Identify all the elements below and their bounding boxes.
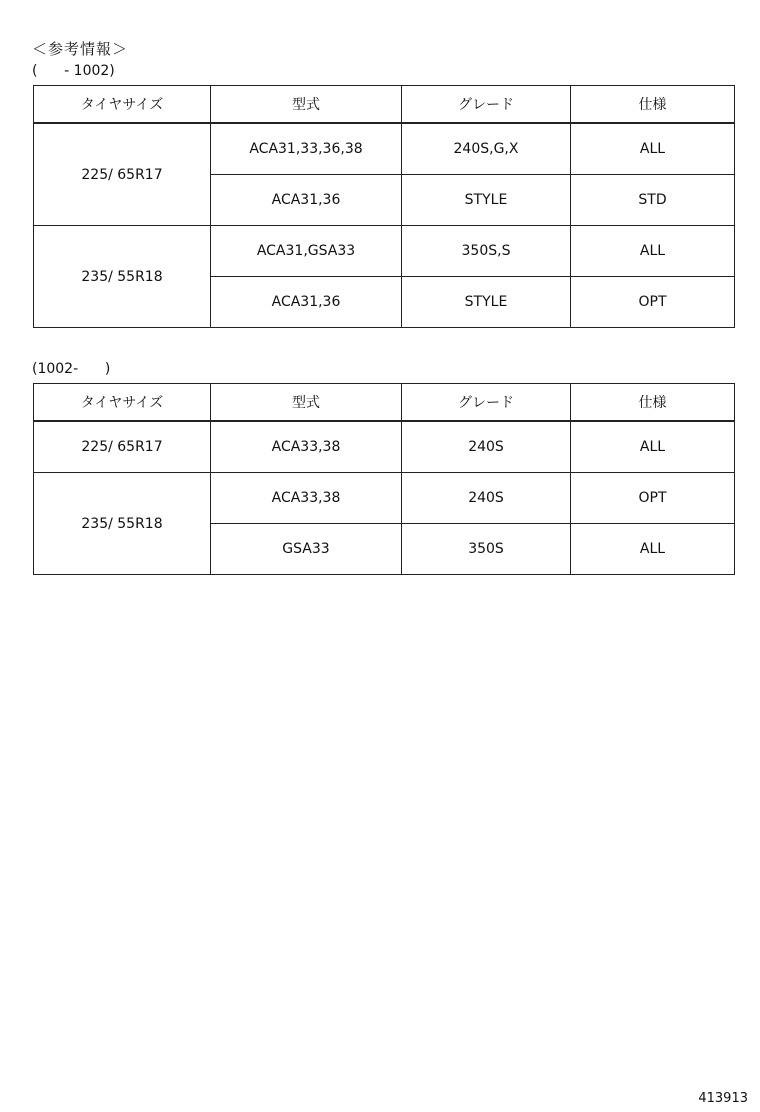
model-cell: ACA31,36 — [211, 175, 402, 226]
tire-size-cell: 235/ 55R18 — [34, 226, 211, 328]
spec-cell: STD — [571, 175, 735, 226]
model-cell: ACA33,38 — [211, 421, 402, 473]
grade-cell: 240S — [402, 473, 571, 524]
grade-cell: 240S — [402, 421, 571, 473]
grade-cell: 350S,S — [402, 226, 571, 277]
figure-number: 413913 — [698, 1091, 748, 1106]
table-row — [34, 421, 735, 473]
header-model: 型式 — [211, 384, 402, 422]
spec-cell: ALL — [571, 226, 735, 277]
tire-size-cell: 225/ 65R17 — [34, 421, 211, 473]
spec-cell: OPT — [571, 473, 735, 524]
table-header-row — [34, 384, 735, 422]
header-tire-size: タイヤサイズ — [34, 384, 211, 422]
grade-cell: 350S — [402, 524, 571, 575]
reference-info-heading: ＜参考情報＞ — [32, 40, 129, 58]
model-cell: ACA31,36 — [211, 277, 402, 328]
model-cell: GSA33 — [211, 524, 402, 575]
table-row — [34, 473, 735, 524]
header-spec: 仕様 — [571, 384, 735, 422]
spec-cell: ALL — [571, 524, 735, 575]
header-grade: グレード — [402, 384, 571, 422]
header-grade: グレード — [402, 86, 571, 124]
model-cell: ACA31,33,36,38 — [211, 123, 402, 175]
tire-size-cell: 225/ 65R17 — [34, 123, 211, 226]
grade-cell: 240S,G,X — [402, 123, 571, 175]
table1-range-label: ( - 1002) — [32, 63, 115, 79]
spec-cell: OPT — [571, 277, 735, 328]
grade-cell: STYLE — [402, 175, 571, 226]
grade-cell: STYLE — [402, 277, 571, 328]
tire-size-cell: 235/ 55R18 — [34, 473, 211, 575]
table2-range-label: (1002- ) — [32, 361, 111, 377]
table-row — [34, 226, 735, 277]
table-header-row — [34, 86, 735, 124]
header-spec: 仕様 — [571, 86, 735, 124]
table-row — [34, 123, 735, 175]
spec-cell: ALL — [571, 421, 735, 473]
tire-spec-table-after-1002 — [33, 383, 735, 575]
tire-spec-table-before-1002 — [33, 85, 735, 328]
model-cell: ACA33,38 — [211, 473, 402, 524]
header-model: 型式 — [211, 86, 402, 124]
header-tire-size: タイヤサイズ — [34, 86, 211, 124]
spec-cell: ALL — [571, 123, 735, 175]
model-cell: ACA31,GSA33 — [211, 226, 402, 277]
